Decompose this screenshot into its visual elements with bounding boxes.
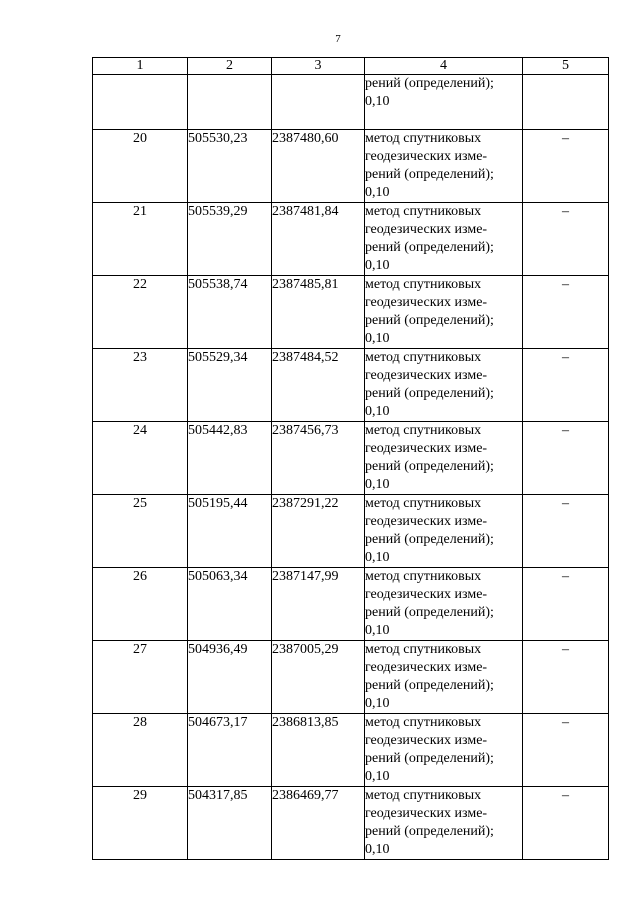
method-line: метод спутниковых [365,788,482,803]
dash-mark: – [523,787,609,860]
table-row [93,130,609,203]
method-line: геодезических изме- [365,806,488,821]
method-line: 0,10 [365,623,390,638]
method-line: метод спутниковых [365,204,482,219]
method-cell [365,203,523,276]
point-number: 29 [93,787,188,860]
method-cell [365,130,523,203]
point-number: 21 [93,203,188,276]
coordinate-x: 505063,34 [188,568,272,641]
method-line: 0,10 [365,331,390,346]
method-cell [365,714,523,787]
method-line: метод спутниковых [365,642,482,657]
table-row [93,422,609,495]
method-line: рений (определений); [365,605,494,620]
method-line: геодезических изме- [365,733,488,748]
method-line: рений (определений); [365,678,494,693]
page-number: 7 [335,33,341,45]
method-cell [365,75,523,130]
table-row [93,276,609,349]
method-cell [365,422,523,495]
method-line: геодезических изме- [365,222,488,237]
method-cell [365,276,523,349]
coordinate-x: 505530,23 [188,130,272,203]
coordinate-y: 2386813,85 [272,714,365,787]
column-header: 5 [523,58,609,75]
method-cell [365,787,523,860]
coordinate-y: 2387480,60 [272,130,365,203]
method-line: геодезических изме- [365,514,488,529]
method-line: метод спутниковых [365,715,482,730]
column-header: 1 [93,58,188,75]
coordinate-y: 2387485,81 [272,276,365,349]
dash-mark: – [523,276,609,349]
column-header: 2 [188,58,272,75]
cell-empty [93,75,188,130]
dash-mark: – [523,349,609,422]
method-cell [365,349,523,422]
cell-empty [188,75,272,130]
coordinate-x: 505538,74 [188,276,272,349]
method-line: рений (определений); [365,167,494,182]
method-line: 0,10 [365,696,390,711]
coordinate-y: 2387005,29 [272,641,365,714]
method-line: 0,10 [365,185,390,200]
method-line: 0,10 [365,404,390,419]
method-line: метод спутниковых [365,131,482,146]
point-number: 24 [93,422,188,495]
method-line: геодезических изме- [365,587,488,602]
method-line: метод спутниковых [365,423,482,438]
method-line: геодезических изме- [365,660,488,675]
method-line: рений (определений); [365,313,494,328]
coordinate-y: 2386469,77 [272,787,365,860]
method-line: метод спутниковых [365,496,482,511]
table-row [93,495,609,568]
method-line: геодезических изме- [365,368,488,383]
dash-mark: – [523,203,609,276]
method-cell [365,641,523,714]
table-header-row [93,58,609,75]
method-cell [365,568,523,641]
method-line: рений (определений); [365,240,494,255]
point-number: 20 [93,130,188,203]
point-number: 27 [93,641,188,714]
coordinate-x: 505195,44 [188,495,272,568]
coordinate-y: 2387481,84 [272,203,365,276]
method-line: 0,10 [365,477,390,492]
cell-empty [523,75,609,130]
dash-mark: – [523,641,609,714]
method-line: 0,10 [365,258,390,273]
table-row [93,641,609,714]
point-number: 23 [93,349,188,422]
dash-mark: – [523,130,609,203]
dash-mark: – [523,495,609,568]
method-line: рений (определений); [365,824,494,839]
table-row [93,787,609,860]
dash-mark: – [523,714,609,787]
table-row [93,714,609,787]
coordinate-x: 505529,34 [188,349,272,422]
dash-mark: – [523,422,609,495]
coordinate-y: 2387291,22 [272,495,365,568]
coordinate-x: 505442,83 [188,422,272,495]
coordinate-y: 2387484,52 [272,349,365,422]
coordinate-y: 2387147,99 [272,568,365,641]
method-cell [365,495,523,568]
method-line: метод спутниковых [365,569,482,584]
method-line: геодезических изме- [365,295,488,310]
method-line: метод спутниковых [365,350,482,365]
column-header: 3 [272,58,365,75]
method-line: 0,10 [365,769,390,784]
method-line: рений (определений); [365,751,494,766]
table-row [93,568,609,641]
coordinate-x: 504673,17 [188,714,272,787]
coordinate-x: 504317,85 [188,787,272,860]
method-line: геодезических изме- [365,441,488,456]
method-line: рений (определений); [365,532,494,547]
table-row [93,349,609,422]
method-line: рений (определений); [365,459,494,474]
point-number: 25 [93,495,188,568]
point-number: 26 [93,568,188,641]
dash-mark: – [523,568,609,641]
coordinate-x: 504936,49 [188,641,272,714]
method-line: рений (определений); [365,386,494,401]
column-header: 4 [365,58,523,75]
coordinates-table [92,57,609,860]
continuation-row [93,75,609,130]
method-line: 0,10 [365,550,390,565]
point-number: 22 [93,276,188,349]
method-line: 0,10 [365,94,390,109]
method-line: метод спутниковых [365,277,482,292]
method-line: геодезических изме- [365,149,488,164]
coordinate-x: 505539,29 [188,203,272,276]
table-row [93,203,609,276]
point-number: 28 [93,714,188,787]
method-line: 0,10 [365,842,390,857]
method-line: рений (определений); [365,76,494,91]
cell-empty [272,75,365,130]
coordinate-y: 2387456,73 [272,422,365,495]
